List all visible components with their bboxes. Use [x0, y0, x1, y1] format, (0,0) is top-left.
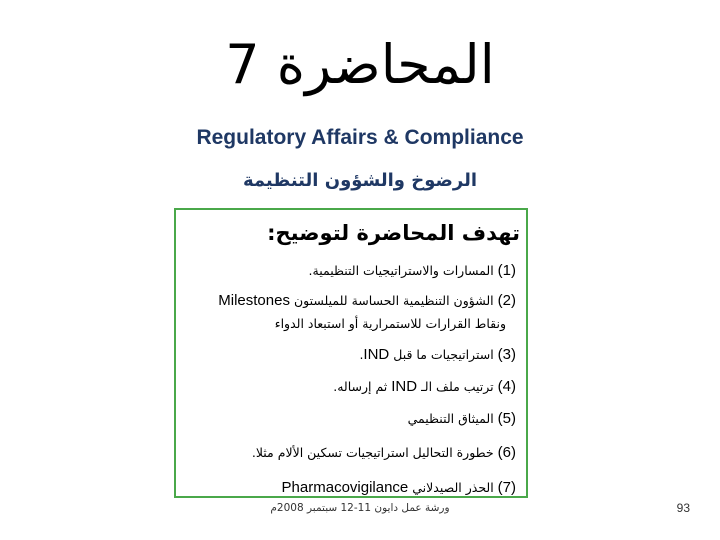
item-text: استراتيجيات ما قبل: [393, 347, 494, 362]
item-number: (7): [497, 479, 516, 496]
subtitle-english: Regulatory Affairs & Compliance: [196, 126, 524, 149]
objective-item-7: [282, 479, 516, 497]
item-number: (4): [497, 378, 516, 395]
item-text: ترتيب ملف الـ: [421, 379, 494, 394]
objective-item-3: [359, 346, 516, 364]
item-number: (5): [497, 410, 516, 427]
objectives-heading: تهدف المحاضرة لتوضيح:: [267, 221, 520, 245]
item-text: الحذر الصيدلاني: [412, 480, 494, 495]
footer-text: ورشة عمل دايون 11-12 سبتمبر 2008م: [270, 502, 450, 514]
item-text: المسارات والاستراتيجيات التنظيمية.: [308, 263, 494, 278]
objective-item-2-continuation: [275, 315, 506, 333]
subtitle-arabic: الرضوخ والشؤون التنظيمة: [242, 170, 478, 191]
item-number: (3): [497, 346, 516, 363]
objective-item-6: [252, 444, 516, 462]
item-number: (6): [497, 444, 516, 461]
item-text: الميثاق التنظيمي: [407, 411, 494, 426]
page-number: 93: [676, 501, 690, 515]
objective-item-4: [333, 378, 516, 396]
item-number: (1): [497, 262, 516, 279]
objective-item-5: [408, 410, 516, 428]
item-english-term: Pharmacovigilance: [281, 479, 409, 496]
item-english-term: IND: [363, 346, 390, 363]
item-text-line2: ونقاط القرارات للاستمرارية أو استبعاد الدواء: [274, 316, 506, 331]
slide-title: المحاضرة 7: [225, 33, 495, 96]
objective-item-1: [309, 262, 516, 280]
objective-item-2: [218, 292, 516, 310]
item-english-term: IND: [391, 378, 418, 395]
item-english-term: Milestones: [218, 292, 290, 309]
item-text: الشؤون التنظيمية الحساسة للميلستون: [293, 293, 494, 308]
item-suffix: ثم إرساله.: [333, 379, 388, 394]
item-suffix: .: [359, 347, 364, 362]
item-text: خطورة التحاليل استراتيجيات تسكين الألام مثلا.: [251, 445, 494, 460]
item-number: (2): [497, 292, 516, 309]
